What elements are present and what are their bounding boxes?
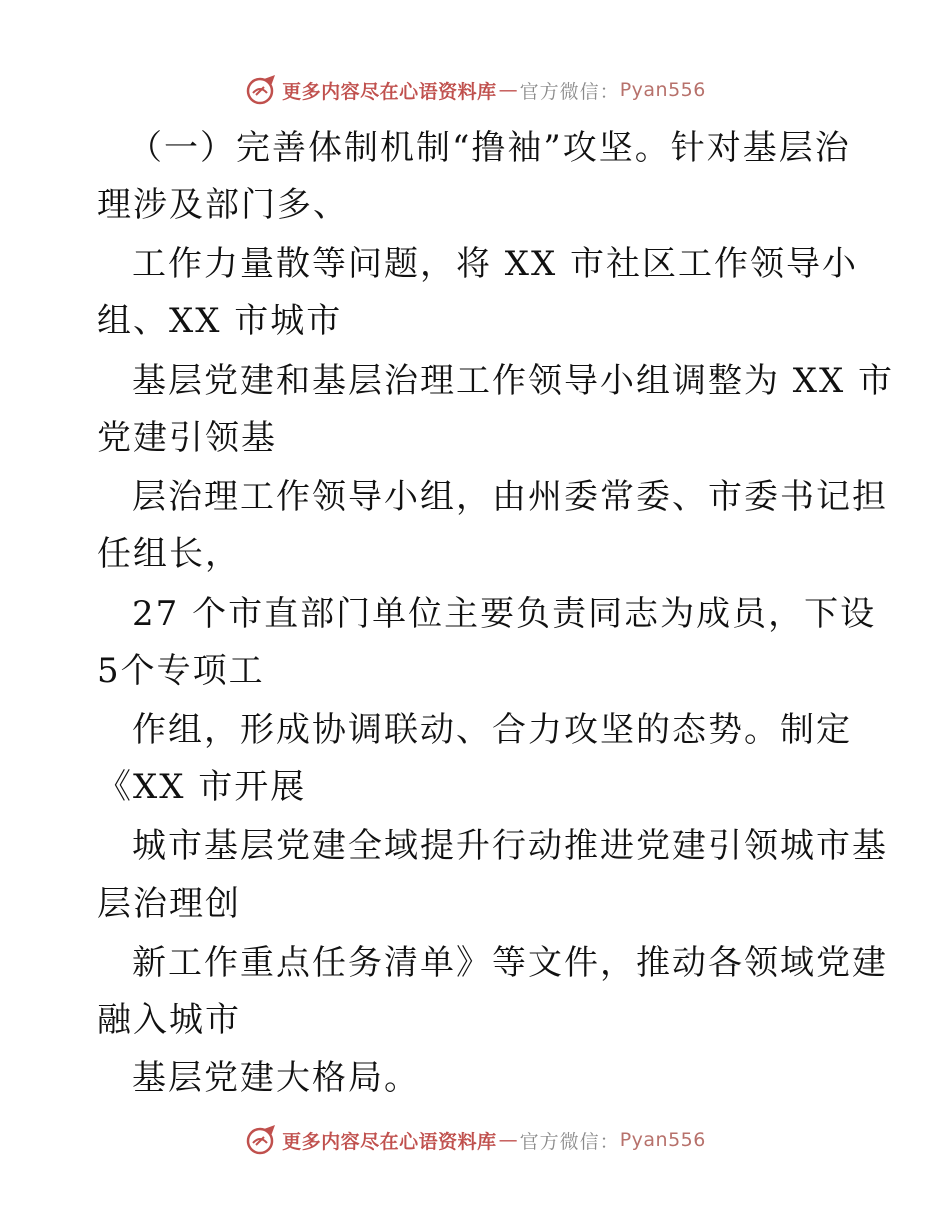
watermark-dash: — <box>498 1129 518 1151</box>
paragraph-line: 新工作重点任务清单》等文件，推动各领域党建 <box>132 943 888 983</box>
paragraph-line: 《XX 市开展 <box>97 767 307 807</box>
paragraph-line: 层治理工作领导小组，由州委常委、市委书记担 <box>132 477 888 517</box>
paragraph-line: 城市基层党建全域提升行动推进党建引领城市基 <box>132 826 888 866</box>
paragraph-line: 融入城市 <box>97 1000 241 1040</box>
paragraph-line: 基层党建和基层治理工作领导小组调整为 XX 市 <box>132 361 895 401</box>
paragraph-line: 基层党建大格局。 <box>132 1058 420 1098</box>
watermark-label: 官方微信： <box>519 80 620 103</box>
watermark-label: 官方微信： <box>519 1130 620 1153</box>
book-pen-logo-icon <box>244 1123 278 1157</box>
paragraph-line: 层治理创 <box>97 884 241 924</box>
paragraph-line: 理涉及部门多、 <box>97 185 349 225</box>
watermark-dash: — <box>498 79 518 101</box>
book-pen-logo-icon <box>244 73 278 107</box>
footer-watermark <box>0 1122 950 1158</box>
watermark-wechat-id: Pyan556 <box>619 79 706 101</box>
paragraph-line: 27 个市直部门单位主要负责同志为成员，下设 <box>132 594 877 634</box>
paragraph-line: （一）完善体制机制“撸袖”攻坚。针对基层治 <box>128 128 851 168</box>
paragraph-line: 组、XX 市城市 <box>97 301 343 341</box>
paragraph-line: 5个专项工 <box>97 651 265 691</box>
header-watermark <box>0 72 950 108</box>
watermark-main-text: 更多内容尽在心语资料库 <box>282 1130 497 1153</box>
watermark-wechat-id: Pyan556 <box>619 1129 706 1151</box>
paragraph-line: 作组，形成协调联动、合力攻坚的态势。制定 <box>132 710 852 750</box>
paragraph-line: 任组长， <box>97 534 241 574</box>
watermark-main-text: 更多内容尽在心语资料库 <box>282 80 497 103</box>
paragraph-line: 党建引领基 <box>97 418 277 458</box>
paragraph-line: 工作力量散等问题，将 XX 市社区工作领导小 <box>132 244 859 284</box>
